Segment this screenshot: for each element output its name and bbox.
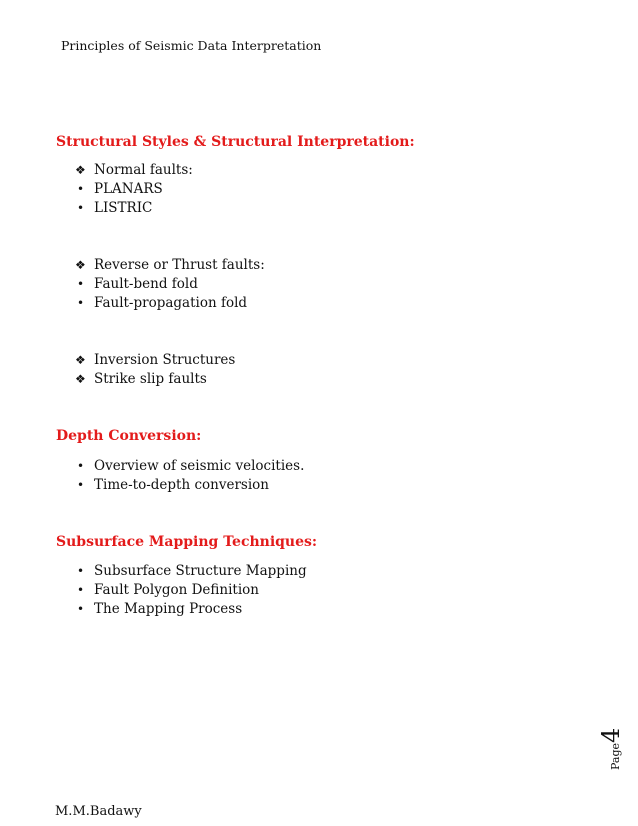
list-item-text: The Mapping Process: [94, 601, 243, 617]
list-item-text: Normal faults:: [94, 162, 193, 178]
other-structures-list: [75, 351, 235, 389]
list-item-text: Fault-bend fold: [94, 276, 198, 292]
list-item: [75, 370, 235, 389]
list-item-text: Fault Polygon Definition: [94, 582, 259, 598]
list-item: [75, 562, 307, 581]
list-item: [75, 256, 265, 275]
page-number-label: Page: [609, 742, 622, 770]
list-item-text: Time-to-depth conversion: [94, 477, 269, 493]
bullet-icon: •: [77, 182, 85, 196]
list-item-text: Fault-propagation fold: [94, 295, 248, 311]
bullet-icon: •: [77, 201, 85, 215]
list-item-text: Reverse or Thrust faults:: [94, 257, 265, 273]
diamond-bullet-icon: ❖: [75, 163, 86, 177]
list-item-text: PLANARS: [94, 181, 163, 197]
diamond-bullet-icon: ❖: [75, 353, 86, 367]
bullet-icon: •: [77, 459, 85, 473]
page-footer-author: M.M.Badawy: [55, 804, 142, 819]
list-item: [75, 476, 304, 495]
list-item-text: Inversion Structures: [94, 352, 236, 368]
subsurface-mapping-list: [75, 562, 307, 619]
section-heading-depth-conversion: Depth Conversion:: [56, 428, 202, 444]
depth-conversion-list: [75, 457, 304, 495]
diamond-bullet-icon: ❖: [75, 372, 86, 386]
section-heading-subsurface-mapping: Subsurface Mapping Techniques:: [56, 534, 318, 550]
list-item-text: Subsurface Structure Mapping: [94, 563, 307, 579]
list-item: [75, 199, 193, 218]
bullet-icon: •: [77, 277, 85, 291]
list-item: [75, 161, 193, 180]
list-item: [75, 294, 265, 313]
reverse-faults-list: [75, 256, 265, 313]
bullet-icon: •: [77, 564, 85, 578]
bullet-icon: •: [77, 296, 85, 310]
bullet-icon: •: [77, 478, 85, 492]
list-item-text: LISTRIC: [94, 200, 153, 216]
list-item: [75, 275, 265, 294]
diamond-bullet-icon: ❖: [75, 258, 86, 272]
bullet-icon: •: [77, 583, 85, 597]
list-item-text: Strike slip faults: [94, 371, 207, 387]
list-item: [75, 180, 193, 199]
page-number-value: 4: [597, 727, 625, 743]
page-header: Principles of Seismic Data Interpretation: [61, 38, 322, 53]
list-item: [75, 351, 235, 370]
list-item-text: Overview of seismic velocities.: [94, 458, 305, 474]
page-number: [597, 727, 633, 770]
normal-faults-list: [75, 161, 193, 218]
list-item: [75, 581, 307, 600]
bullet-icon: •: [77, 602, 85, 616]
list-item: [75, 600, 307, 619]
section-heading-structural-styles: Structural Styles & Structural Interpretation:: [56, 134, 415, 150]
list-item: [75, 457, 304, 476]
